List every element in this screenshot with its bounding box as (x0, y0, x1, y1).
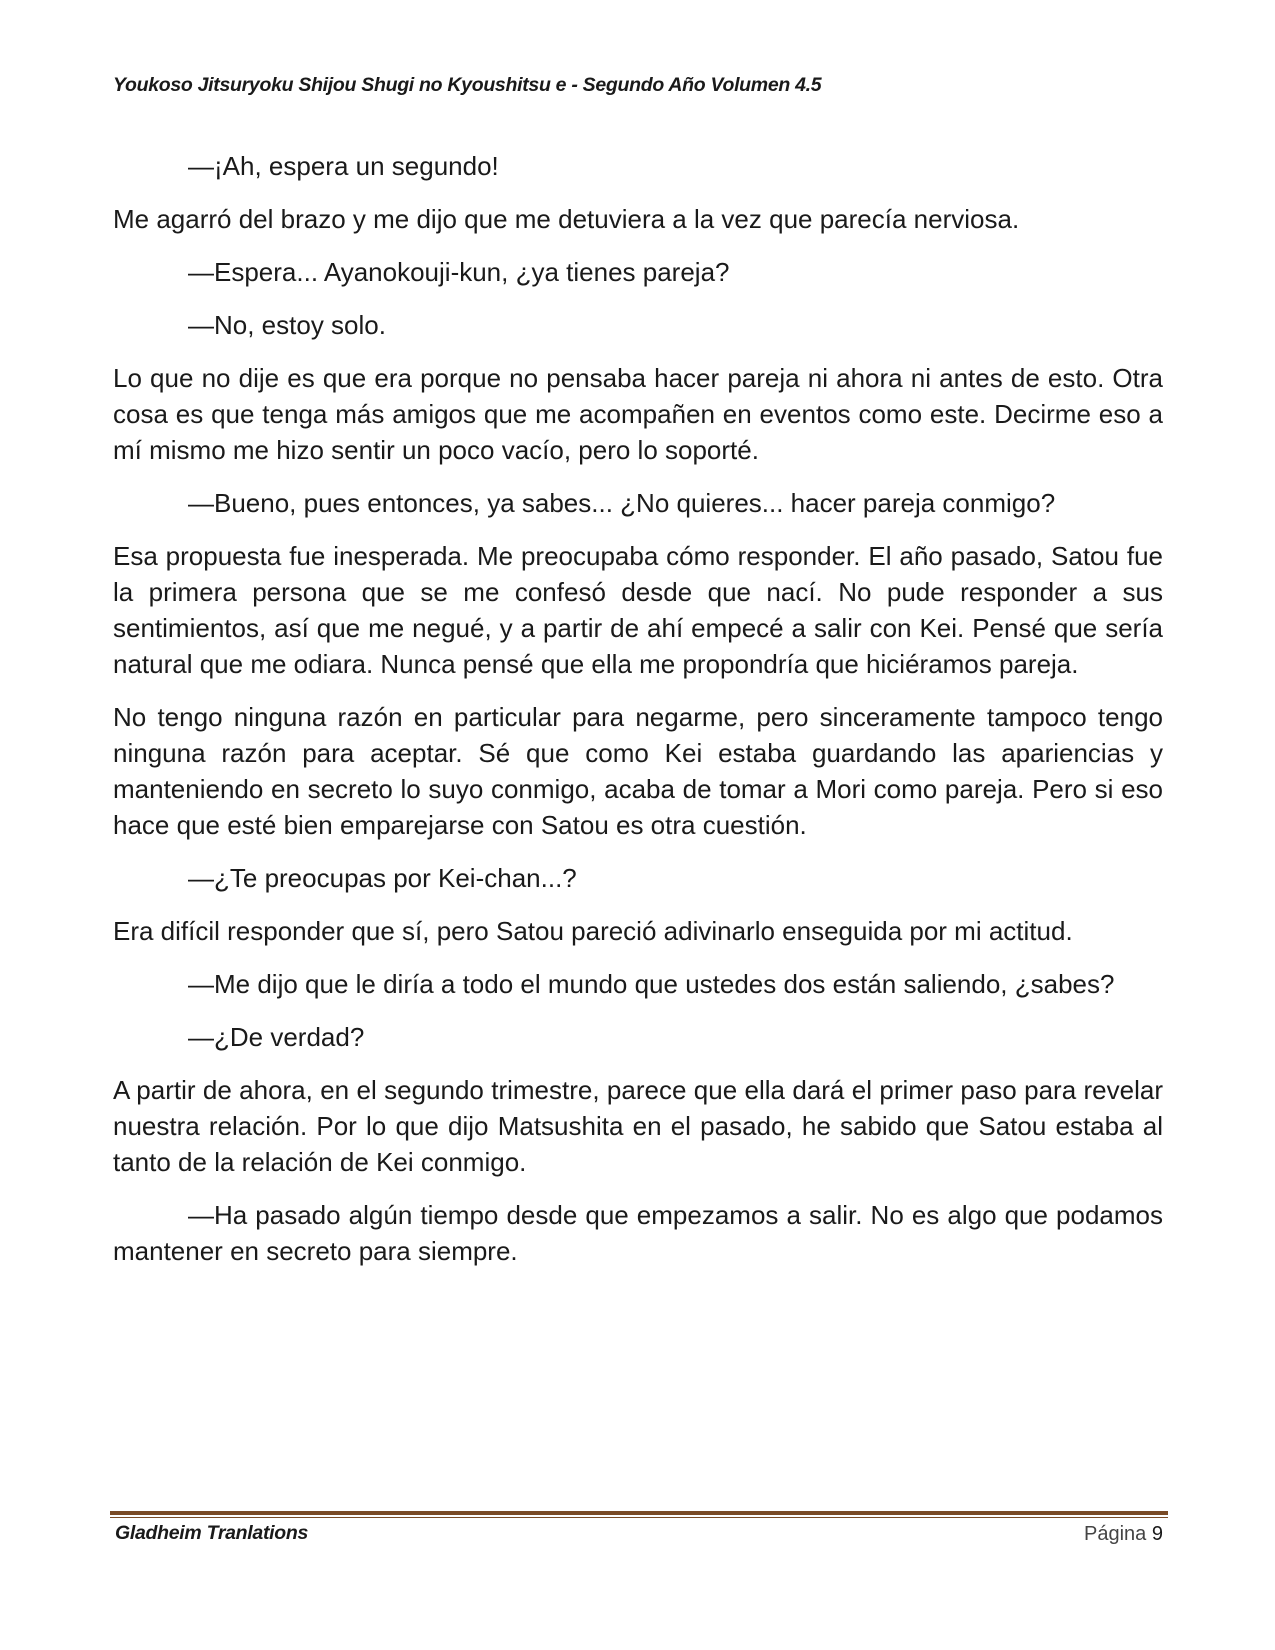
paragraph: A partir de ahora, en el segundo trimestre, parece que ella dará el primer paso para revelar nuestra relación. Por lo que dijo Matsushita en el pasado, he sabido que Satou estaba al tanto de la relación de Kei conmigo. (113, 1075, 1163, 1177)
page-indicator (1084, 1523, 1163, 1546)
paragraph: —¿Te preocupas por Kei-chan...? (188, 863, 577, 893)
body-text (113, 148, 1163, 1269)
paragraph: —No, estoy solo. (188, 310, 386, 340)
footer-divider-thin (110, 1517, 1168, 1518)
paragraph: Esa propuesta fue inesperada. Me preocupaba cómo responder. El año pasado, Satou fue la primera persona que se me confesó desde que nací. No pude responder a sus sentimientos, así que me negué, y a partir de ahí empecé a salir con Kei. Pensé que sería natural que me odiara. Nunca pensé que ella me propondría que hiciéramos pareja. (113, 541, 1163, 679)
page-label: Página (1084, 1523, 1147, 1545)
paragraph: Me agarró del brazo y me dijo que me detuviera a la vez que parecía nerviosa. (113, 204, 1020, 234)
paragraph: —Me dijo que le diría a todo el mundo que ustedes dos están saliendo, ¿sabes? (188, 969, 1115, 999)
footer-divider-thick (110, 1511, 1168, 1515)
paragraph: No tengo ninguna razón en particular para negarme, pero sinceramente tampoco tengo ninguna razón para aceptar. Sé que como Kei estaba guardando las apariencias y manteniendo en secreto lo suyo conmigo, acaba de tomar a Mori como pareja. Pero si eso hace que esté bien emparejarse con Satou es otra cuestión. (113, 702, 1163, 840)
paragraph: —Espera... Ayanokouji-kun, ¿ya tienes pareja? (188, 257, 730, 287)
page-number: 9 (1151, 1523, 1163, 1545)
paragraph: —¿De verdad? (188, 1022, 365, 1052)
page-header-title: Youkoso Jitsuryoku Shijou Shugi no Kyoushitsu e - Segundo Año Volumen 4.5 (113, 74, 822, 96)
paragraph: Lo que no dije es que era porque no pensaba hacer pareja ni ahora ni antes de esto. Otra cosa es que tenga más amigos que me acompañen en eventos como este. Decirme eso a mí mismo me hizo sentir un poco vacío, pero lo soporté. (113, 363, 1163, 465)
paragraph: —¡Ah, espera un segundo! (188, 151, 499, 181)
paragraph: Era difícil responder que sí, pero Satou pareció adivinarlo enseguida por mi actitud. (113, 916, 1073, 946)
paragraph: —Ha pasado algún tiempo desde que empezamos a salir. No es algo que podamos mantener en secreto para siempre. (113, 1200, 1163, 1266)
footer-credit: Gladheim Tranlations (115, 1522, 309, 1544)
paragraph: —Bueno, pues entonces, ya sabes... ¿No quieres... hacer pareja conmigo? (188, 488, 1056, 518)
